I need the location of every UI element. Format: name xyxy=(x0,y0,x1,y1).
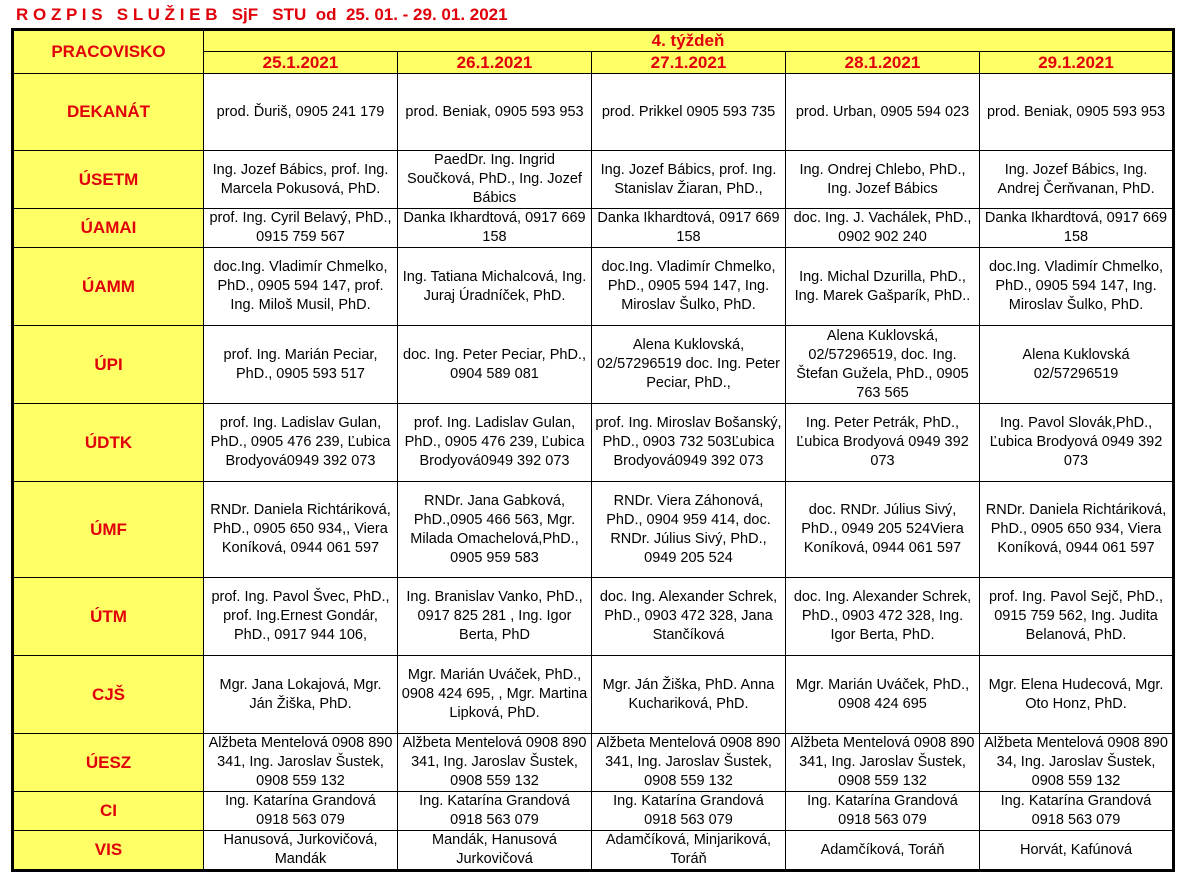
department-label: ÚDTK xyxy=(13,404,204,482)
duty-cell: Ing. Katarína Grandová 0918 563 079 xyxy=(398,792,592,831)
department-label: VIS xyxy=(13,831,204,871)
duty-cell: prof. Ing. Cyril Belavý, PhD., 0915 759 567 xyxy=(204,209,398,248)
duty-cell: Mandák, Hanusová Jurkovičová xyxy=(398,831,592,871)
table-row xyxy=(13,831,1174,871)
date-header: 25.1.2021 xyxy=(204,52,398,74)
table-row xyxy=(13,734,1174,792)
department-label: DEKANÁT xyxy=(13,74,204,151)
date-header: 26.1.2021 xyxy=(398,52,592,74)
duty-cell: Mgr. Elena Hudecová, Mgr. Oto Honz, PhD. xyxy=(980,656,1174,734)
duty-cell: doc. Ing. J. Vachálek, PhD., 0902 902 240 xyxy=(786,209,980,248)
duty-cell: Ing. Katarína Grandová 0918 563 079 xyxy=(786,792,980,831)
department-label: ÚESZ xyxy=(13,734,204,792)
duty-cell: Horvát, Kafúnová xyxy=(980,831,1174,871)
date-header: 27.1.2021 xyxy=(592,52,786,74)
duty-cell: Adamčíková, Toráň xyxy=(786,831,980,871)
duty-cell: RNDr. Daniela Richtáriková, PhD., 0905 650 934,, Viera Koníková, 0944 061 597 xyxy=(204,482,398,578)
duty-cell: doc. Ing. Alexander Schrek, PhD., 0903 472 328, Ing. Igor Berta, PhD. xyxy=(786,578,980,656)
duty-cell: prof. Ing. Ladislav Gulan, PhD., 0905 476 239, Ľubica Brodyová0949 392 073 xyxy=(398,404,592,482)
duty-cell: Alžbeta Mentelová 0908 890 34, Ing. Jaroslav Šustek, 0908 559 132 xyxy=(980,734,1174,792)
duty-cell: Ing. Katarína Grandová 0918 563 079 xyxy=(592,792,786,831)
duty-cell: Ing. Jozef Bábics, prof. Ing. Stanislav Žiaran, PhD., xyxy=(592,151,786,209)
duty-cell: doc.Ing. Vladimír Chmelko, PhD., 0905 594 147, Ing. Miroslav Šulko, PhD. xyxy=(592,248,786,326)
duty-cell: doc. Ing. Alexander Schrek, PhD., 0903 472 328, Jana Stančíková xyxy=(592,578,786,656)
duty-cell: Mgr. Jana Lokajová, Mgr. Ján Žiška, PhD. xyxy=(204,656,398,734)
duty-cell: Ing. Tatiana Michalcová, Ing. Juraj Úradníček, PhD. xyxy=(398,248,592,326)
table-row xyxy=(13,74,1174,151)
duty-cell: Ing. Jozef Bábics, prof. Ing. Marcela Pokusová, PhD. xyxy=(204,151,398,209)
duty-cell: Alena Kuklovská, 02/57296519, doc. Ing. Štefan Gužela, PhD., 0905 763 565 xyxy=(786,326,980,404)
duty-cell: Hanusová, Jurkovičová, Mandák xyxy=(204,831,398,871)
duty-cell: RNDr. Daniela Richtáriková, PhD., 0905 650 934, Viera Koníková, 0944 061 597 xyxy=(980,482,1174,578)
duty-cell: Ing. Katarína Grandová 0918 563 079 xyxy=(980,792,1174,831)
duty-cell: prof. Ing. Marián Peciar, PhD., 0905 593 517 xyxy=(204,326,398,404)
table-row xyxy=(13,151,1174,209)
duty-cell: prod. Prikkel 0905 593 735 xyxy=(592,74,786,151)
duty-cell: Alžbeta Mentelová 0908 890 341, Ing. Jaroslav Šustek, 0908 559 132 xyxy=(592,734,786,792)
duty-cell: Mgr. Marián Uváček, PhD., 0908 424 695, , Mgr. Martina Lipková, PhD. xyxy=(398,656,592,734)
duty-cell: Ing. Peter Petrák, PhD., Ľubica Brodyová 0949 392 073 xyxy=(786,404,980,482)
duty-cell: Alžbeta Mentelová 0908 890 341, Ing. Jaroslav Šustek, 0908 559 132 xyxy=(398,734,592,792)
department-label: CJŠ xyxy=(13,656,204,734)
duty-cell: doc.Ing. Vladimír Chmelko, PhD., 0905 594 147, prof. Ing. Miloš Musil, PhD. xyxy=(204,248,398,326)
date-header: 28.1.2021 xyxy=(786,52,980,74)
table-row xyxy=(13,404,1174,482)
duty-cell: prof. Ing. Ladislav Gulan, PhD., 0905 476 239, Ľubica Brodyová0949 392 073 xyxy=(204,404,398,482)
department-label: ÚAMAI xyxy=(13,209,204,248)
department-label: ÚTM xyxy=(13,578,204,656)
duty-cell: Ing. Jozef Bábics, Ing. Andrej Čerňvanan, PhD. xyxy=(980,151,1174,209)
table-row xyxy=(13,656,1174,734)
duty-cell: Ing. Branislav Vanko, PhD., 0917 825 281 , Ing. Igor Berta, PhD xyxy=(398,578,592,656)
department-label: ÚPI xyxy=(13,326,204,404)
duty-cell: PaedDr. Ing. Ingrid Součková, PhD., Ing. Jozef Bábics xyxy=(398,151,592,209)
duty-cell: doc. Ing. Peter Peciar, PhD., 0904 589 081 xyxy=(398,326,592,404)
duty-cell: prod. Beniak, 0905 593 953 xyxy=(398,74,592,151)
duty-cell: Danka Ikhardtová, 0917 669 158 xyxy=(980,209,1174,248)
duty-cell: Alžbeta Mentelová 0908 890 341, Ing. Jaroslav Šustek, 0908 559 132 xyxy=(204,734,398,792)
header-row-week xyxy=(13,30,1174,52)
table-row xyxy=(13,482,1174,578)
duty-cell: Alžbeta Mentelová 0908 890 341, Ing. Jaroslav Šustek, 0908 559 132 xyxy=(786,734,980,792)
duty-cell: prod. Ďuriš, 0905 241 179 xyxy=(204,74,398,151)
table-row xyxy=(13,578,1174,656)
duty-cell: Danka Ikhardtová, 0917 669 158 xyxy=(592,209,786,248)
duty-cell: prof. Ing. Miroslav Bošanský, PhD., 0903 732 503Ľubica Brodyová0949 392 073 xyxy=(592,404,786,482)
table-row xyxy=(13,248,1174,326)
table-row xyxy=(13,326,1174,404)
duty-cell: prof. Ing. Pavol Švec, PhD., prof. Ing.Ernest Gondár, PhD., 0917 944 106, xyxy=(204,578,398,656)
duty-cell: Ing. Katarína Grandová 0918 563 079 xyxy=(204,792,398,831)
duty-cell: Ing. Pavol Slovák,PhD., Ľubica Brodyová 0949 392 073 xyxy=(980,404,1174,482)
duty-cell: prof. Ing. Pavol Sejč, PhD., 0915 759 562, Ing. Judita Belanová, PhD. xyxy=(980,578,1174,656)
duty-cell: doc.Ing. Vladimír Chmelko, PhD., 0905 594 147, Ing. Miroslav Šulko, PhD. xyxy=(980,248,1174,326)
duty-cell: Adamčíková, Minjariková, Toráň xyxy=(592,831,786,871)
date-header: 29.1.2021 xyxy=(980,52,1174,74)
duty-cell: RNDr. Viera Záhonová, PhD., 0904 959 414, doc. RNDr. Július Sivý, PhD., 0949 205 524 xyxy=(592,482,786,578)
department-label: ÚMF xyxy=(13,482,204,578)
duty-cell: Alena Kuklovská, 02/57296519 doc. Ing. Peter Peciar, PhD., xyxy=(592,326,786,404)
duty-cell: Danka Ikhardtová, 0917 669 158 xyxy=(398,209,592,248)
duty-cell: Mgr. Ján Žiška, PhD. Anna Kuchariková, PhD. xyxy=(592,656,786,734)
column-header-department: PRACOVISKO xyxy=(13,30,204,74)
department-label: ÚAMM xyxy=(13,248,204,326)
department-label: CI xyxy=(13,792,204,831)
duty-cell: prod. Beniak, 0905 593 953 xyxy=(980,74,1174,151)
duty-cell: Ing. Ondrej Chlebo, PhD., Ing. Jozef Bábics xyxy=(786,151,980,209)
page-title: R O Z P I S S L U Ž I E B SjF STU od 25. 01. - 29. 01. 2021 xyxy=(16,5,508,24)
table-row xyxy=(13,209,1174,248)
duty-cell: RNDr. Jana Gabková, PhD.,0905 466 563, Mgr. Milada Omachelová,PhD., 0905 959 583 xyxy=(398,482,592,578)
duty-cell: Mgr. Marián Uváček, PhD., 0908 424 695 xyxy=(786,656,980,734)
table-row xyxy=(13,792,1174,831)
duty-cell: Alena Kuklovská 02/57296519 xyxy=(980,326,1174,404)
duty-roster-table xyxy=(11,28,1175,872)
department-label: ÚSETM xyxy=(13,151,204,209)
duty-cell: Ing. Michal Dzurilla, PhD., Ing. Marek Gašparík, PhD.. xyxy=(786,248,980,326)
duty-cell: prod. Urban, 0905 594 023 xyxy=(786,74,980,151)
duty-cell: doc. RNDr. Július Sivý, PhD., 0949 205 524Viera Koníková, 0944 061 597 xyxy=(786,482,980,578)
week-header: 4. týždeň xyxy=(204,30,1174,52)
